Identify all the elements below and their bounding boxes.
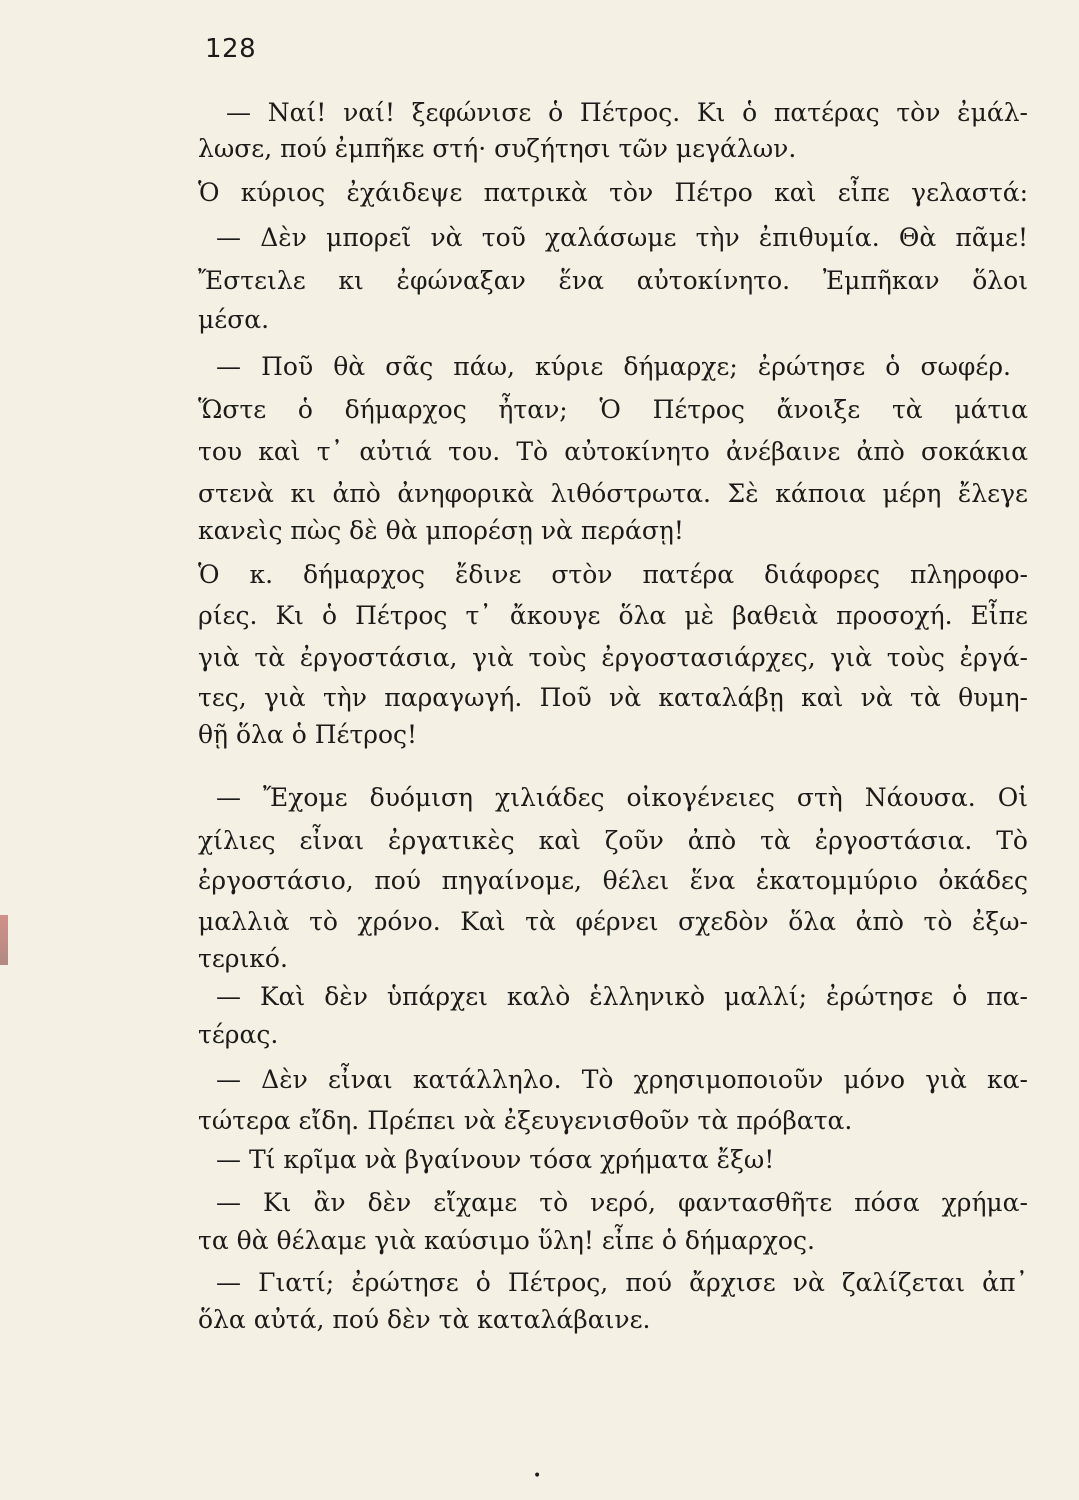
text-line: θῇ ὅλα ὁ Πέτρος! bbox=[198, 720, 418, 749]
text-line: Ὥστε ὁ δήμαρχος ἦταν; Ὁ Πέτρος ἄνοιξε τὰ μάτια bbox=[198, 395, 1028, 424]
text-line: — Γιατί; ἐρώτησε ὁ Πέτρος, πού ἄρχισε νὰ ζαλίζεται ἀπ᾽ bbox=[216, 1268, 1028, 1297]
text-line: τώτερα εἴδη. Πρέπει νὰ ἐξευγενισθοῦν τὰ πρόβατα. bbox=[198, 1106, 853, 1135]
text-line: μέσα. bbox=[198, 305, 270, 334]
bottom-mark: • bbox=[533, 1468, 542, 1484]
text-line: ρίες. Κι ὁ Πέτρος τ᾽ ἄκουγε ὅλα μὲ βαθειὰ προσοχή. Εἶπε bbox=[198, 601, 1028, 630]
text-line: — Κι ἂν δὲν εἴχαμε τὸ νερό, φαντασθῆτε πόσα χρήμα- bbox=[216, 1188, 1028, 1217]
text-line: ὅλα αὐτά, πού δὲν τὰ καταλάβαινε. bbox=[198, 1305, 651, 1334]
page-edge-stain bbox=[0, 915, 8, 965]
text-line: κανεὶς πὼς δὲ θὰ μπορέσῃ νὰ περάσῃ! bbox=[198, 516, 684, 545]
page-number: 128 bbox=[205, 34, 257, 64]
text-line: γιὰ τὰ ἐργοστάσια, γιὰ τοὺς ἐργοστασιάρχες, γιὰ τοὺς ἐργά- bbox=[198, 643, 1028, 672]
text-line: μαλλιὰ τὸ χρόνο. Καὶ τὰ φέρνει σχεδὸν ὅλα ἀπὸ τὸ ἐξω- bbox=[198, 907, 1028, 936]
text-line: Ὁ κ. δήμαρχος ἔδινε στὸν πατέρα διάφορες πληροφο- bbox=[198, 560, 1028, 589]
text-line: — Δὲν εἶναι κατάλληλο. Τὸ χρησιμοποιοῦν μόνο γιὰ κα- bbox=[216, 1065, 1028, 1094]
text-line: τα θὰ θέλαμε γιὰ καύσιμο ὕλη! εἶπε ὁ δήμαρχος. bbox=[198, 1226, 815, 1255]
text-line: τες, γιὰ τὴν παραγωγή. Ποῦ νὰ καταλάβῃ καὶ νὰ τὰ θυμη- bbox=[198, 683, 1028, 712]
text-line: τέρας. bbox=[198, 1020, 279, 1049]
text-line: — Ἔχομε δυόμιση χιλιάδες οἰκογένειες στὴ Νάουσα. Οἱ bbox=[216, 783, 1028, 812]
text-line: — Δὲν μπορεῖ νὰ τοῦ χαλάσωμε τὴν ἐπιθυμία. Θὰ πᾶμε! bbox=[216, 223, 1028, 252]
text-line: Ὁ κύριος ἐχάιδεψε πατρικὰ τὸν Πέτρο καὶ εἶπε γελαστά: bbox=[198, 178, 1028, 207]
text-line: ἐργοστάσιο, πού πηγαίνομε, θέλει ἕνα ἑκατομμύριο ὀκάδες bbox=[198, 866, 1028, 895]
text-line: Ἔστειλε κι ἐφώναξαν ἕνα αὐτοκίνητο. Ἐμπῆκαν ὅλοι bbox=[198, 266, 1028, 295]
text-line: — Ποῦ θὰ σᾶς πάω, κύριε δήμαρχε; ἐρώτησε ὁ σωφέρ. bbox=[216, 352, 1011, 381]
text-line: — Καὶ δὲν ὑπάρχει καλὸ ἑλληνικὸ μαλλί; ἐρώτησε ὁ πα- bbox=[216, 982, 1028, 1011]
text-line: — Τί κρῖμα νὰ βγαίνουν τόσα χρήματα ἔξω! bbox=[216, 1145, 775, 1174]
text-line: λωσε, πού ἐμπῆκε στή· συζήτησι τῶν μεγάλων. bbox=[198, 134, 797, 163]
text-line: χίλιες εἶναι ἐργατικὲς καὶ ζοῦν ἀπὸ τὰ ἐργοστάσια. Τὸ bbox=[198, 826, 1028, 855]
text-line: — Ναί! ναί! ξεφώνισε ὁ Πέτρος. Κι ὁ πατέρας τὸν ἐμάλ- bbox=[226, 98, 1028, 127]
text-line: στενὰ κι ἀπὸ ἀνηφορικὰ λιθόστρωτα. Σὲ κάποια μέρη ἔλεγε bbox=[198, 479, 1028, 508]
text-line: τερικό. bbox=[198, 944, 288, 973]
text-line: του καὶ τ᾽ αὐτιά του. Τὸ αὐτοκίνητο ἀνέβαινε ἀπὸ σοκάκια bbox=[198, 437, 1028, 466]
